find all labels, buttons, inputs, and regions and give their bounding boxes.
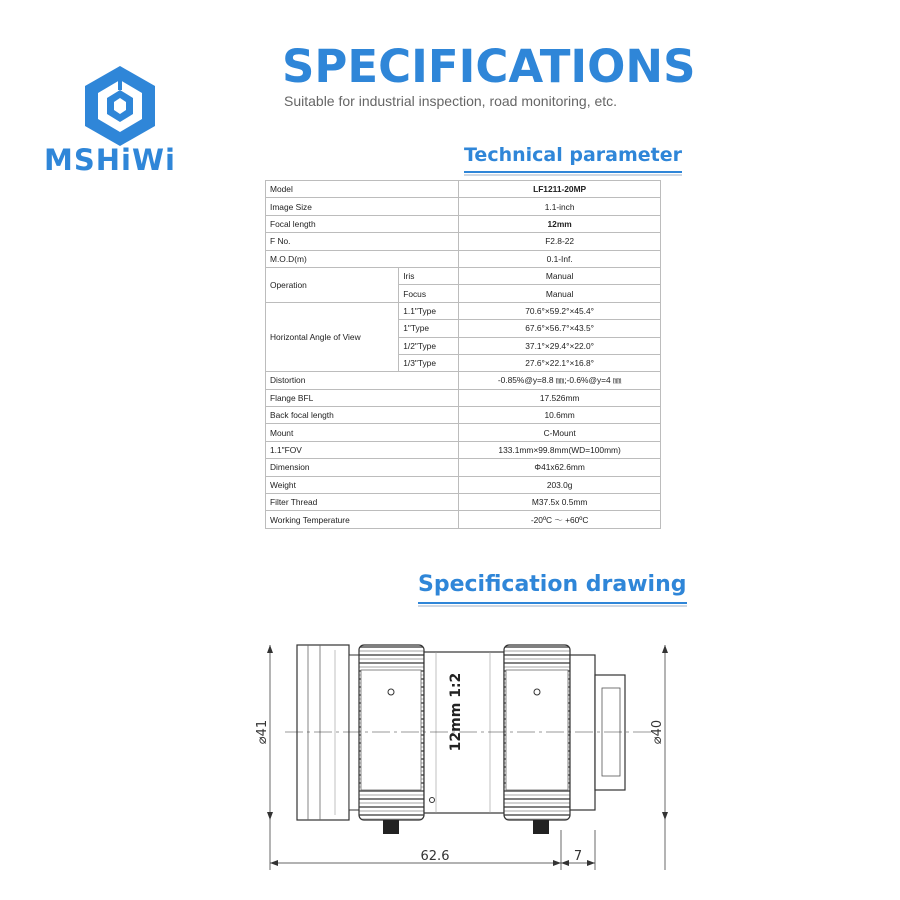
spec-label: 1.1"FOV bbox=[266, 441, 459, 458]
lens-iris-ring bbox=[359, 645, 424, 820]
spec-value: 70.6°×59.2°×45.4° bbox=[459, 302, 661, 319]
spec-value: 10.6mm bbox=[459, 407, 661, 424]
spec-label: Dimension bbox=[266, 459, 459, 476]
lens-front bbox=[297, 645, 359, 820]
table-row bbox=[266, 215, 661, 232]
spec-value: F2.8-22 bbox=[459, 233, 661, 250]
spec-value: 67.6°×56.7°×43.5° bbox=[459, 320, 661, 337]
page-subtitle: Suitable for industrial inspection, road monitoring, etc. bbox=[284, 93, 618, 109]
table-row bbox=[266, 267, 661, 284]
spec-value: 27.6°×22.1°×16.8° bbox=[459, 354, 661, 371]
lens-lock-screws bbox=[383, 820, 549, 834]
dim-mount-label: 7 bbox=[573, 849, 583, 864]
spec-label: Distortion bbox=[266, 372, 459, 389]
dim-left-diameter: ⌀41 bbox=[255, 719, 270, 745]
table-row bbox=[266, 181, 661, 198]
spec-sublabel: Iris bbox=[399, 267, 459, 284]
spec-value: Manual bbox=[459, 285, 661, 302]
spec-label: Focal length bbox=[266, 215, 459, 232]
spec-value: -20ºC ～ +60ºC bbox=[459, 511, 661, 528]
table-row bbox=[266, 302, 661, 319]
spec-label: M.O.D(m) bbox=[266, 250, 459, 267]
spec-value: 17.526mm bbox=[459, 389, 661, 406]
spec-sublabel: 1.1"Type bbox=[399, 302, 459, 319]
table-row bbox=[266, 372, 661, 389]
lens-mount bbox=[570, 655, 625, 810]
spec-label: F No. bbox=[266, 233, 459, 250]
table-row bbox=[266, 424, 661, 441]
table-row bbox=[266, 389, 661, 406]
spec-value: 133.1mm×99.8mm(WD=100mm) bbox=[459, 441, 661, 458]
table-row bbox=[266, 494, 661, 511]
spec-label: Mount bbox=[266, 424, 459, 441]
section-underline bbox=[464, 171, 682, 173]
section-title-drawing bbox=[418, 572, 687, 597]
spec-label: Flange BFL bbox=[266, 389, 459, 406]
spec-label: Model bbox=[266, 181, 459, 198]
brand-name: MSHiWi bbox=[44, 143, 176, 177]
spec-sublabel: 1/3"Type bbox=[399, 354, 459, 371]
spec-value: 37.1°×29.4°×22.0° bbox=[459, 337, 661, 354]
spec-value: Manual bbox=[459, 267, 661, 284]
spec-value: -0.85%@y=8.8 ㎜;-0.6%@y=4 ㎜ bbox=[459, 372, 661, 389]
spec-value: Φ41x62.6mm bbox=[459, 459, 661, 476]
dim-right-diameter: ⌀40 bbox=[650, 719, 665, 745]
spec-label: Filter Thread bbox=[266, 494, 459, 511]
lens-marking-text: 12mm 1:2 bbox=[448, 672, 464, 752]
lens-drawing bbox=[250, 630, 680, 880]
table-row bbox=[266, 407, 661, 424]
section-title-technical-text: Technical parameter bbox=[464, 144, 682, 166]
section-title-technical bbox=[464, 144, 682, 166]
section-underline-shadow bbox=[464, 174, 682, 176]
spec-sublabel: Focus bbox=[399, 285, 459, 302]
table-row bbox=[266, 250, 661, 267]
spec-label: Image Size bbox=[266, 198, 459, 215]
spec-value: 203.0g bbox=[459, 476, 661, 493]
spec-value: 1.1-inch bbox=[459, 198, 661, 215]
dim-length-label: 62.6 bbox=[420, 849, 450, 864]
table-row bbox=[266, 511, 661, 528]
section-underline bbox=[418, 602, 687, 604]
table-row bbox=[266, 198, 661, 215]
spec-label: Working Temperature bbox=[266, 511, 459, 528]
spec-sublabel: 1/2"Type bbox=[399, 337, 459, 354]
table-row bbox=[266, 476, 661, 493]
spec-value: 0.1-Inf. bbox=[459, 250, 661, 267]
spec-label: Operation bbox=[266, 267, 399, 302]
page-title: SPECIFICATIONS bbox=[282, 40, 696, 93]
table-row bbox=[266, 233, 661, 250]
spec-label: Weight bbox=[266, 476, 459, 493]
section-underline-shadow bbox=[418, 605, 687, 607]
spec-value: C-Mount bbox=[459, 424, 661, 441]
table-row bbox=[266, 459, 661, 476]
spec-value: M37.5x 0.5mm bbox=[459, 494, 661, 511]
lens-middle bbox=[424, 652, 504, 813]
lens-focus-ring bbox=[504, 645, 570, 820]
spec-sublabel: 1"Type bbox=[399, 320, 459, 337]
spec-table bbox=[265, 180, 661, 529]
table-row bbox=[266, 441, 661, 458]
spec-value: 12mm bbox=[459, 215, 661, 232]
spec-value: LF1211-20MP bbox=[459, 181, 661, 198]
spec-label: Horizontal Angle of View bbox=[266, 302, 399, 372]
section-title-drawing-text: Specification drawing bbox=[418, 572, 687, 597]
spec-label: Back focal length bbox=[266, 407, 459, 424]
